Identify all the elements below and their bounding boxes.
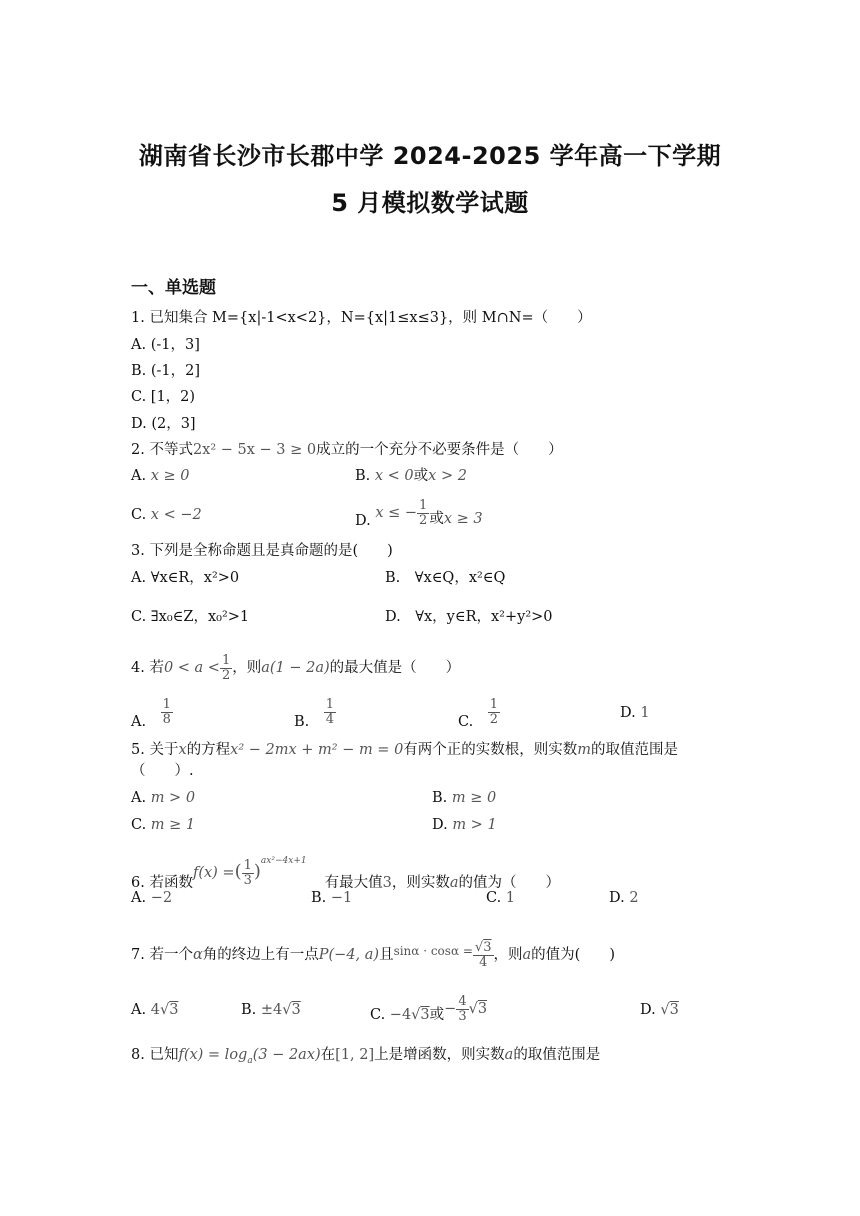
q6-option-c bbox=[486, 888, 515, 908]
q1-stem: 1. 已知集合 M={x|-1<x<2}，N={x|1≤x≤3}，则 M∩N=（ ） bbox=[131, 310, 592, 326]
q5-stem bbox=[131, 740, 678, 760]
q7-num: √3 bbox=[474, 939, 492, 955]
q3-option-c: C. ∃x₀∈Z，x₀²>1 bbox=[131, 609, 250, 625]
q2-d-or: 或 bbox=[429, 511, 444, 527]
q5-c-label: C. bbox=[131, 817, 147, 833]
q7-c-label: C. bbox=[370, 1007, 386, 1023]
q5-expr: x² − 2mx + m² − m = 0 bbox=[230, 742, 404, 758]
q7-den: 4 bbox=[479, 954, 488, 970]
q5-c-expr: m ≥ 1 bbox=[150, 817, 196, 833]
q7-option-c bbox=[370, 992, 487, 1032]
q4-cond: 0 < a < bbox=[163, 660, 220, 676]
q2-pre: 2. 不等式 bbox=[131, 442, 193, 458]
title-line-2: 5 月模拟数学试题 bbox=[331, 189, 529, 217]
q7-a-coef: 4 bbox=[150, 1002, 160, 1018]
q2-stem bbox=[131, 440, 563, 460]
q5-b-label: B. bbox=[432, 790, 448, 806]
q6-paren-left: ( bbox=[234, 861, 242, 882]
q8-sub: a bbox=[247, 1055, 253, 1066]
q5-option-b bbox=[432, 788, 496, 808]
q5-d-expr: m > 1 bbox=[452, 817, 497, 833]
q2-b-or: 或 bbox=[413, 468, 429, 484]
q7-mid1: 角的终边上有一点 bbox=[202, 947, 319, 963]
q7-expr: sinα · cosα = bbox=[393, 944, 473, 958]
q4-b-den: 4 bbox=[325, 711, 335, 727]
q7-pre: 7. 若一个 bbox=[131, 947, 193, 963]
q7-option-a bbox=[131, 1000, 178, 1020]
q7-b-label: B. bbox=[241, 1002, 257, 1018]
q5-mid1: 的方程 bbox=[186, 742, 231, 758]
q8-stem bbox=[131, 1045, 600, 1071]
q6-a-val: −2 bbox=[150, 890, 173, 906]
q6-c-val: 1 bbox=[505, 890, 516, 906]
q2-b-expr2: x > 2 bbox=[428, 468, 467, 484]
q2-b-expr1: x < 0 bbox=[374, 468, 414, 484]
q4-b-num: 1 bbox=[325, 696, 335, 712]
q7-c-neg: − bbox=[444, 1001, 457, 1017]
q4-cond-fraction bbox=[220, 654, 232, 683]
q6-a-label: A. bbox=[131, 890, 147, 906]
q6-mid: 有最大值 bbox=[324, 875, 383, 891]
q1-option-d: D. (2，3] bbox=[131, 416, 196, 432]
q4-d-label: D. bbox=[620, 705, 636, 721]
q7-stem bbox=[131, 934, 615, 972]
q4-option-c bbox=[458, 697, 500, 737]
q3-option-b: B. ∀x∈Q，x²∈Q bbox=[385, 570, 506, 586]
q6-fx: f(x) = bbox=[192, 865, 235, 881]
q2-post: 成立的一个充分不必要条件是（ ） bbox=[316, 442, 563, 458]
q2-d-num: 1 bbox=[419, 497, 428, 513]
q6-option-b bbox=[311, 888, 352, 908]
q4-a-den: 8 bbox=[162, 711, 171, 727]
q6-exponent: ax²−4x+1 bbox=[260, 856, 307, 866]
q8-mid: 在 bbox=[320, 1047, 336, 1063]
q7-c-num: 4 bbox=[458, 993, 467, 1009]
q8-arg: (3 − 2ax) bbox=[252, 1047, 321, 1063]
q6-pre: 6. 若函数 bbox=[131, 875, 193, 891]
q2-inequality: 2x² − 5x − 3 ≥ 0 bbox=[192, 442, 317, 458]
q7-alpha: α bbox=[192, 947, 203, 963]
q6-den: 3 bbox=[243, 872, 252, 888]
q5-option-d bbox=[432, 815, 497, 835]
q4-option-d bbox=[620, 703, 650, 723]
q5-pre: 5. 关于 bbox=[131, 742, 179, 758]
q8-post: 上是增函数，则实数 bbox=[374, 1047, 505, 1063]
q7-a-label: A. bbox=[131, 1002, 147, 1018]
q4-stem bbox=[131, 653, 460, 683]
q2-a-label: A. bbox=[131, 468, 147, 484]
q4-option-b bbox=[294, 697, 336, 737]
q7-b-value: ±4√3 bbox=[260, 1002, 301, 1018]
q6-paren-right: ) bbox=[253, 861, 261, 882]
q7-c-or: 或 bbox=[429, 1007, 445, 1023]
q6-fraction bbox=[242, 859, 254, 888]
q5-var-m: m bbox=[577, 742, 592, 758]
q7-c-den: 3 bbox=[458, 1008, 467, 1024]
q6-b-label: B. bbox=[311, 890, 327, 906]
section-heading: 一、单选题 bbox=[131, 278, 216, 298]
q7-post: 的值为( ) bbox=[531, 947, 615, 963]
q4-a-fraction bbox=[161, 698, 173, 727]
q6-post: 的值为（ ） bbox=[458, 875, 560, 891]
title-line-1: 湖南省长沙市长郡中学 2024-2025 学年高一下学期 bbox=[138, 142, 722, 170]
q7-num-root: 3 bbox=[483, 939, 492, 955]
q2-option-a bbox=[131, 466, 189, 486]
q4-a-label: A. bbox=[131, 714, 147, 730]
q6-c-label: C. bbox=[486, 890, 502, 906]
q5-option-c bbox=[131, 815, 195, 835]
q3-stem: 3. 下列是全称命题且是真命题的是( ) bbox=[131, 543, 393, 559]
q5-post: 的取值范围是 bbox=[591, 742, 679, 758]
q7-a-value: 4√3 bbox=[150, 1002, 179, 1018]
q4-mid: ，则 bbox=[232, 660, 262, 676]
q5-var-x: x bbox=[178, 742, 187, 758]
q4-option-a bbox=[131, 697, 173, 737]
q8-post2: 的取值范围是 bbox=[513, 1047, 601, 1063]
q2-c-label: C. bbox=[131, 507, 147, 523]
q2-d-den: 2 bbox=[419, 512, 428, 528]
q7-c-coef: −4 bbox=[389, 1007, 412, 1023]
q1-option-a: A. (-1，3] bbox=[131, 337, 200, 353]
q7-c-root2: 3 bbox=[477, 1001, 488, 1017]
q4-post: 的最大值是（ ） bbox=[329, 660, 461, 676]
q5-mid2: 有两个正的实数根，则实数 bbox=[403, 742, 578, 758]
q4-c-label: C. bbox=[458, 714, 474, 730]
q8-pre: 8. 已知 bbox=[131, 1047, 179, 1063]
q4-c-den: 2 bbox=[489, 711, 498, 727]
q5-stem-line2: （ ）. bbox=[131, 763, 194, 779]
q6-b-val: −1 bbox=[330, 890, 353, 906]
q8-interval: [1, 2] bbox=[335, 1047, 375, 1063]
q6-option-d bbox=[609, 888, 639, 908]
q4-a-num: 1 bbox=[162, 696, 171, 712]
q7-b-root: 3 bbox=[291, 1002, 301, 1018]
q2-d-expr2: x ≥ 3 bbox=[443, 511, 483, 527]
q4-cond-num: 1 bbox=[221, 652, 231, 668]
q7-c-value1: −4√3 bbox=[389, 1007, 430, 1023]
q7-d-label: D. bbox=[640, 1002, 656, 1018]
q7-option-d bbox=[640, 1000, 679, 1020]
q2-b-label: B. bbox=[355, 468, 371, 484]
q7-option-b bbox=[241, 1000, 301, 1020]
q5-option-a bbox=[131, 788, 195, 808]
q5-a-expr: m > 0 bbox=[150, 790, 196, 806]
q4-b-label: B. bbox=[294, 714, 310, 730]
q4-expr: a(1 − 2a) bbox=[261, 660, 330, 676]
q4-c-num: 1 bbox=[489, 696, 498, 712]
q2-d-fraction bbox=[417, 499, 429, 528]
q4-d-val: 1 bbox=[640, 705, 650, 721]
q8-expr: f(x) = log bbox=[178, 1047, 248, 1063]
q1-option-c: C. [1，2) bbox=[131, 389, 196, 405]
q2-c-expr: x < −2 bbox=[150, 507, 202, 523]
q6-mid2: ，则实数 bbox=[391, 875, 450, 891]
q6-num: 1 bbox=[243, 857, 252, 873]
q7-mid3: ，则 bbox=[493, 947, 523, 963]
q4-pre: 4. 若 bbox=[131, 660, 164, 676]
q7-a-root: 3 bbox=[169, 1002, 179, 1018]
q7-c-value2: √3 bbox=[468, 1001, 488, 1017]
q1-option-b: B. (-1，2] bbox=[131, 363, 201, 379]
q6-d-label: D. bbox=[609, 890, 625, 906]
q5-d-label: D. bbox=[432, 817, 448, 833]
q7-mid2: 且 bbox=[379, 947, 394, 963]
q6-d-val: 2 bbox=[629, 890, 639, 906]
q6-option-a bbox=[131, 888, 172, 908]
q7-point: P(−4, a) bbox=[318, 947, 380, 963]
q2-d-label: D. bbox=[355, 513, 371, 529]
q5-a-label: A. bbox=[131, 790, 147, 806]
q2-a-expr: x ≥ 0 bbox=[150, 468, 190, 484]
q3-option-d: D. ∀x，y∈R，x²+y²>0 bbox=[385, 609, 553, 625]
q2-d-expr1: x ≤ − bbox=[375, 505, 418, 521]
q4-cond-den: 2 bbox=[221, 667, 231, 683]
q6-var-a: a bbox=[449, 875, 459, 891]
q2-option-c bbox=[131, 505, 202, 525]
q5-b-expr: m ≥ 0 bbox=[451, 790, 497, 806]
q7-var-a: a bbox=[522, 947, 532, 963]
q7-c-root: 3 bbox=[420, 1007, 430, 1023]
q7-c-fraction bbox=[456, 995, 468, 1024]
q4-c-fraction bbox=[488, 698, 500, 727]
q3-option-a: A. ∀x∈R，x²>0 bbox=[131, 570, 240, 586]
q7-d-value: √3 bbox=[660, 1002, 679, 1018]
q4-b-fraction bbox=[324, 698, 336, 727]
q2-option-b bbox=[355, 466, 467, 486]
q6-val: 3 bbox=[382, 875, 392, 891]
q8-var-a: a bbox=[504, 1047, 514, 1063]
q2-option-d bbox=[355, 498, 483, 536]
q7-b-coef: ±4 bbox=[260, 1002, 283, 1018]
q7-d-root: 3 bbox=[669, 1002, 679, 1018]
q7-fraction bbox=[473, 941, 494, 970]
